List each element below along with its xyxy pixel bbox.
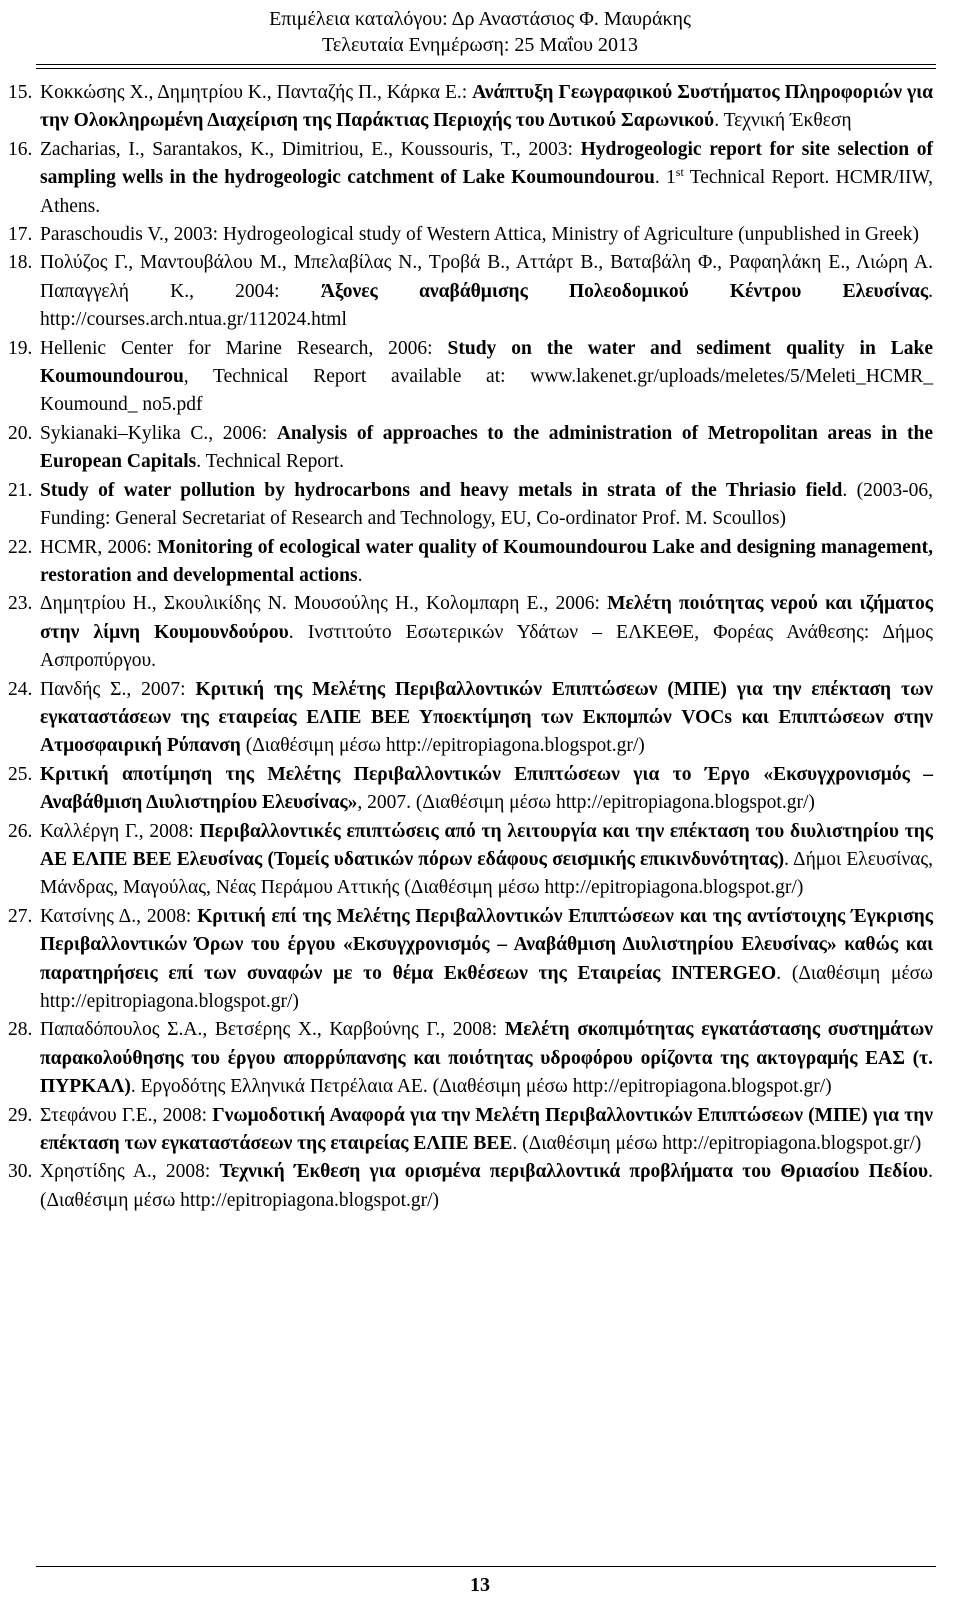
reference-text: . (Διαθέσιμη μέσω http://epitropiagona.blogspot.gr/)	[512, 1133, 922, 1155]
reference-text: . Τεχνική Έκθεση	[714, 110, 852, 132]
reference-text: (Διαθέσιμη μέσω http://epitropiagona.blogspot.gr/)	[240, 735, 645, 757]
reference-number: 27.	[8, 905, 33, 927]
reference-text: Καλλέργη Γ., 2008:	[40, 820, 200, 842]
reference-title: Άξονες αναβάθμισης Πολεοδομικού Κέντρου Ελευσίνας	[320, 280, 929, 302]
reference-title: Μελέτη ποιότητας νερού και ιζήματος στην λίμνη Κουμουνδούρου	[40, 593, 934, 643]
reference-entry	[8, 1102, 933, 1159]
reference-text: Zacharias, I., Sarantakos, K., Dimitriou, E., Koussouris, T., 2003:	[40, 138, 581, 160]
reference-text: . 1	[654, 167, 676, 189]
reference-text: . http://courses.arch.ntua.gr/112024.html	[40, 280, 934, 331]
reference-entry	[8, 590, 933, 675]
reference-text: Technical Report. HCMR/IIW, Athens.	[40, 167, 933, 217]
reference-title: Study of water pollution by hydrocarbons and heavy metals in strata of the Thriasio field	[40, 479, 843, 501]
reference-text: Κοκκώσης Χ., Δημητρίου Κ., Πανταζής Π., Κάρκα Ε.:	[40, 82, 473, 103]
reference-number: 30.	[8, 1161, 33, 1183]
header-editor-line: Επιμέλεια καταλόγου: Δρ Αναστάσιος Φ. Μαυράκης	[269, 8, 691, 30]
reference-entry	[8, 249, 933, 334]
reference-title: Τεχνική Έκθεση για ορισμένα περιβαλλοντικά προβλήματα του Θριασίου Πεδίου	[219, 1161, 929, 1183]
reference-text: Δημητρίου Η., Σκουλικίδης Ν. Μουσούλης Η., Κολομπαρη Ε., 2006:	[40, 593, 608, 615]
reference-title: Monitoring of ecological water quality of Koumoundourou Lake and designing management, restoration and developmental actions	[40, 536, 933, 586]
reference-text: .	[357, 564, 363, 586]
reference-list	[8, 79, 933, 1215]
reference-text: Sykianaki–Kylika C., 2006:	[40, 422, 277, 444]
reference-number: 17.	[8, 224, 33, 246]
reference-text: Paraschoudis V., 2003: Hydrogeological study of Western Attica, Ministry of Agriculture (unpublished in Greek)	[40, 224, 920, 246]
reference-entry	[8, 1016, 933, 1101]
reference-text: . Ινστιτούτο Εσωτερικών Υδάτων – ΕΛΚΕΘΕ, Φορέας Ανάθεσης: Δήμος Ασπροπύργου.	[40, 621, 934, 672]
reference-entry	[8, 335, 933, 420]
reference-number: 20.	[8, 422, 33, 444]
footer-divider	[36, 1566, 936, 1567]
reference-entry	[8, 79, 933, 136]
header-divider-bottom	[36, 68, 936, 69]
reference-number: 24.	[8, 678, 33, 700]
reference-text: . (Διαθέσιμη μέσω http://epitropiagona.blogspot.gr/)	[40, 1161, 933, 1211]
reference-entry	[8, 136, 933, 221]
reference-number: 29.	[8, 1104, 33, 1126]
reference-number: 26.	[8, 820, 33, 842]
reference-entry	[8, 1158, 933, 1215]
reference-text: Παπαδόπουλος Σ.Α., Βετσέρης Χ., Καρβούνης Γ., 2008:	[40, 1019, 505, 1041]
reference-entry	[8, 818, 933, 903]
reference-title: Κριτική αποτίμηση της Μελέτης Περιβαλλοντικών Επιπτώσεων για το Έργο «Εκσυγχρονισμός – Αναβάθμιση Διυλιστηρίου Ελευσίνας»	[40, 763, 933, 814]
reference-title: Περιβαλλοντικές επιπτώσεις από τη λειτουργία και την επέκταση του διυλιστηρίου της ΑΕ ΕΛΠΕ ΒΕΕ Ελευσίνας (Τομείς υδατικών πόρων εδάφους σεισμικής επικινδυνότητας)	[40, 820, 933, 870]
reference-number: 16.	[8, 138, 33, 160]
reference-number: 21.	[8, 479, 33, 501]
reference-title: Hydrogeologic report for site selection of sampling wells in the hydrogeologic catchment of Lake Koumoundourou	[40, 138, 933, 189]
reference-entry	[8, 221, 933, 249]
reference-text: Hellenic Center for Marine Research, 2006:	[40, 337, 448, 359]
reference-number: 23.	[8, 593, 33, 615]
reference-number: 25.	[8, 763, 33, 785]
reference-title: Κριτική της Μελέτης Περιβαλλοντικών Επιπτώσεων (ΜΠΕ) για την επέκταση των εγκαταστάσεων της εταιρείας ΕΛΠΕ ΒΕΕ Υποεκτίμηση των Εκπομπών VOCs και Επιπτώσεων στην Ατμοσφαιρική Ρύπανση	[40, 678, 933, 757]
reference-text: . Δήμοι Ελευσίνας, Μάνδρας, Μαγούλας, Νέας Περάμου Αττικής (Διαθέσιμη μέσω http://epitropiagona.blogspot.gr/)	[40, 848, 933, 899]
reference-title: Γνωμοδοτική Αναφορά για την Μελέτη Περιβαλλοντικών Επιπτώσεων (ΜΠΕ) για την επέκταση των εγκαταστάσεων της εταιρείας ΕΛΠΕ ΒΕΕ	[40, 1104, 933, 1155]
reference-text: , 2007. (Διαθέσιμη μέσω http://epitropiagona.blogspot.gr/)	[357, 792, 815, 814]
reference-entry	[8, 534, 933, 591]
reference-title: Μελέτη σκοπιμότητας εγκατάστασης συστημάτων παρακολούθησης του έργου απορρύπανσης και ποιότητας υδροφόρου ορίζοντα της ακτογραμής ΕΑΣ (τ. ΠΥΡΚΑΛ)	[40, 1019, 933, 1098]
reference-text: . (2003-06, Funding: General Secretariat of Research and Technology, EU, Co-ordinator Prof. M. Scoullos)	[40, 479, 933, 530]
reference-text: st	[675, 165, 684, 180]
reference-title: Study on the water and sediment quality in Lake Koumoundourou	[40, 337, 934, 388]
header-divider-top	[36, 64, 936, 65]
reference-entry	[8, 420, 933, 477]
reference-title: Analysis of approaches to the administration of Metropolitan areas in the European Capitals	[40, 422, 933, 473]
reference-entry	[8, 903, 933, 1017]
reference-number: 15.	[8, 82, 33, 103]
reference-text: . Technical Report.	[196, 451, 344, 473]
reference-number: 18.	[8, 252, 33, 274]
reference-number: 28.	[8, 1019, 33, 1041]
reference-text: . Εργοδότης Ελληνικά Πετρέλαια ΑΕ. (Διαθέσιμη μέσω http://epitropiagona.blogspot.gr/)	[130, 1076, 832, 1098]
reference-text: Πανδής Σ., 2007:	[40, 678, 196, 700]
header-update-line: Τελευταία Ενημέρωση: 25 Μαΐου 2013	[322, 34, 638, 56]
reference-title: Κριτική επί της Μελέτης Περιβαλλοντικών Επιπτώσεων και της αντίστοιχης Έγκρισης Περιβαλλοντικών Όρων του έργου «Εκσυγχρονισμός – Αναβάθμιση Διυλιστηρίου Ελευσίνας» καθώς και παρατηρήσεις επί των συναφών με το θέμα Εκθέσεων της Εταιρείας INTERGEO	[40, 905, 933, 984]
reference-text: HCMR, 2006:	[40, 536, 158, 558]
page-header	[0, 6, 960, 58]
reference-text: Στεφάνου Γ.Ε., 2008:	[40, 1104, 213, 1126]
reference-text: . (Διαθέσιμη μέσω http://epitropiagona.blogspot.gr/)	[40, 962, 933, 1012]
reference-text: Χρηστίδης Α., 2008:	[40, 1161, 220, 1183]
reference-number: 22.	[8, 536, 33, 558]
reference-number: 19.	[8, 337, 33, 359]
reference-text: Πολύζος Γ., Μαντουβάλου Μ., Μπελαβίλας Ν., Τροβά Β., Αττάρτ Β., Βαταβάλη Φ., Ραφαηλάκη Ε., Λιώρη Α. Παπαγγελή Κ., 2004:	[40, 252, 933, 302]
reference-text: , Technical Report available at: www.lakenet.gr/uploads/meletes/5/Meleti_HCMR_ Koumound_ no5.pdf	[40, 366, 933, 416]
reference-entry	[8, 477, 933, 534]
page-number: 13	[470, 1574, 490, 1596]
reference-entry	[8, 761, 933, 818]
reference-entry	[8, 676, 933, 761]
reference-text: Κατσίνης Δ., 2008:	[40, 905, 198, 927]
reference-title: Ανάπτυξη Γεωγραφικού Συστήματος Πληροφοριών για την Ολοκληρωμένη Διαχείριση της Παράκτιας Περιοχής του Δυτικού Σαρωνικού	[40, 82, 933, 132]
